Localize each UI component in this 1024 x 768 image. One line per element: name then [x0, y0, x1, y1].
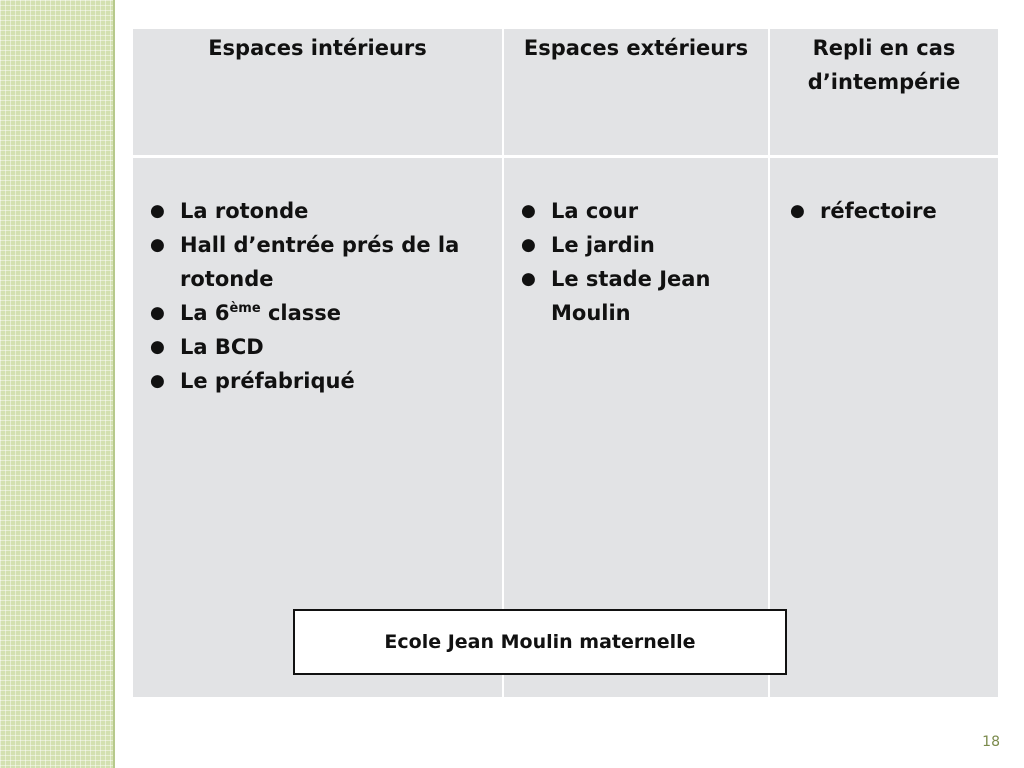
list-item: ● réfectoire [820, 194, 990, 228]
bullet-icon: ● [150, 235, 165, 255]
decorative-side-strip [0, 0, 113, 768]
column-divider [502, 29, 504, 697]
exterior-spaces-list [521, 194, 761, 330]
list-item: ● Le jardin [551, 228, 761, 262]
bullet-icon: ● [521, 235, 536, 255]
list-item: ● La BCD [180, 330, 498, 364]
list-item: ● Hall d’entrée prés de la rotonde [180, 228, 498, 296]
side-strip-edge [113, 0, 115, 768]
column-divider [768, 29, 770, 697]
list-item: ● Le stade Jean Moulin [551, 262, 761, 330]
interior-spaces-list [150, 194, 498, 398]
list-item: ● La 6ème classe [180, 296, 498, 330]
bullet-icon: ● [150, 303, 165, 323]
list-item: ● La rotonde [180, 194, 498, 228]
bad-weather-fallback-list [790, 194, 990, 228]
bullet-icon: ● [150, 337, 165, 357]
list-item: ● Le préfabriqué [180, 364, 498, 398]
bad-weather-fallback-cell [770, 158, 998, 697]
header-exterior-spaces: Espaces extérieurs [504, 29, 768, 155]
header-bad-weather-fallback: Repli en cas d’intempérie [770, 29, 998, 155]
bullet-icon: ● [150, 201, 165, 221]
bullet-icon: ● [150, 371, 165, 391]
list-item: ● La cour [551, 194, 761, 228]
bullet-icon: ● [521, 269, 536, 289]
header-interior-spaces: Espaces intérieurs [133, 29, 502, 155]
bullet-icon: ● [521, 201, 536, 221]
school-name-caption: Ecole Jean Moulin maternelle [293, 609, 787, 675]
page-number: 18 [982, 734, 1000, 750]
spaces-table [133, 29, 998, 697]
bullet-icon: ● [790, 201, 805, 221]
row-divider [133, 155, 998, 158]
